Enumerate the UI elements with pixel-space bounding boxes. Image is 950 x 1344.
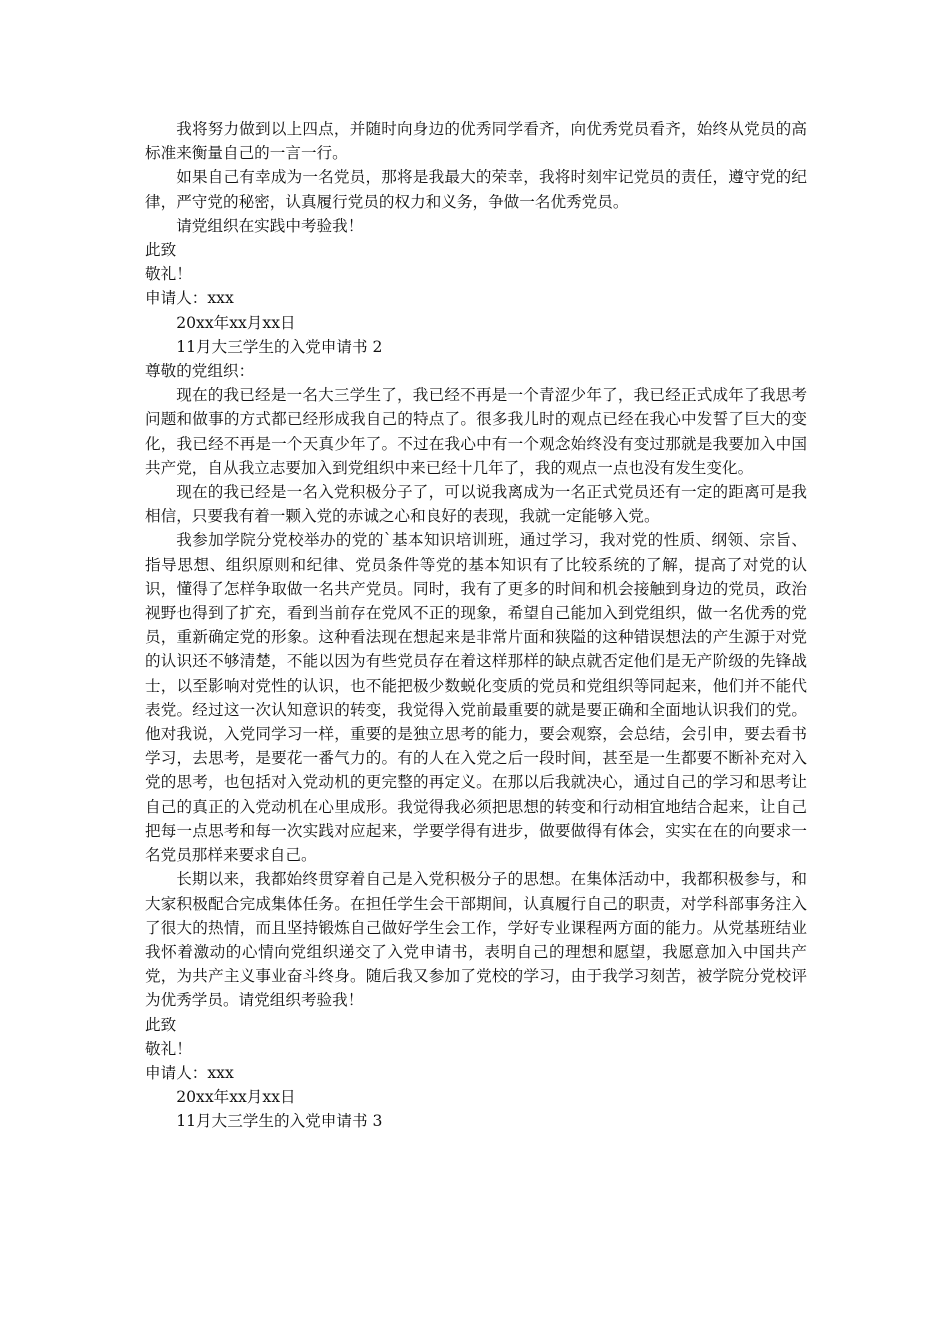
date-line: 20xx年xx月xx日 <box>176 313 296 332</box>
paragraph-training: 我参加学院分党校举办的党的`基本知识培训班，通过学习，我对党的性质、纲领、宗旨、指导思想、组织原则和纪律、党员条件等党的基本知识有了比较系统的了解，提高了对党的认识，懂得了怎样争取做一名共产党员。同时，我有了更多的时间和机会接触到身边的党员，政治视野也得到了扩充，看到当前存在党风不正的现象，希望自己能加入到党组织，做一名优秀的党员，重新确定党的形象。这种看法现在想起来是非常片面和狭隘的这种错误想法的产生源于对党的认识还不够清楚，不能以因为有些党员存在着这样那样的缺点就否定他们是无产阶级的先锋战士，以至影响对党性的认识，也不能把极少数蜕化变质的党员和党组织等同起来，他们并不能代表党。经过这一次认知意识的转变，我觉得入党前最重要的就是要正确和全面地认识我们的党。他对我说，入党同学习一样，重要的是独立思考的能力，要会观察，会总结，会引申，要去看书学习，去思考，是要花一番气力的。有的人在入党之后一段时间，甚至是一生都要不断补充对入党的思考，也包括对入党动机的更完整的再定义。在那以后我就决心，通过自己的学习和思考让自己的真正的入党动机在心里成形。我觉得我必须把思想的转变和行动相宜地结合起来，让自己把每一点思考和每一次实践对应起来，学要学得有进步，做要做得有体会，实实在在的向要求一名党员那样来要求自己。 <box>145 531 807 865</box>
section-title-3: 11月大三学生的入党申请书 3 <box>176 1112 383 1131</box>
salutation-cizhi-2: 此致 <box>145 1015 177 1034</box>
paragraph-intro: 现在的我已经是一名大三学生了，我已经不再是一个青涩少年了，我已经正式成年了我思考问题和做事的方式都已经形成我自己的特点了。很多我儿时的观点已经在我心中发誓了巨大的变化，我已经不再是一个天真少年了。不过在我心中有一个观念始终没有变过那就是我要加入中国共产党，自从我立志要加入到党组织中来已经十几年了，我的观点一点也没有发生变化。 <box>145 386 807 477</box>
applicant-name: 申请人：xxx <box>145 289 234 308</box>
applicant-name-2: 申请人：xxx <box>145 1063 234 1082</box>
salutation-jingli: 敬礼！ <box>145 265 192 284</box>
salutation-jingli-2: 敬礼！ <box>145 1039 192 1058</box>
paragraph-request-test: 请党组织在实践中考验我！ <box>176 216 364 235</box>
section-title-2: 11月大三学生的入党申请书 2 <box>176 337 383 356</box>
greeting: 尊敬的党组织： <box>145 362 255 381</box>
date-line-2: 20xx年xx月xx日 <box>176 1088 296 1107</box>
paragraph-honor-statement: 如果自己有幸成为一名党员，那将是我最大的荣幸，我将时刻牢记党员的责任，遵守党的纪律，严守党的秘密，认真履行党员的权力和义务，争做一名优秀党员。 <box>145 168 807 211</box>
paragraph-activist: 现在的我已经是一名入党积极分子了，可以说我离成为一名正式党员还有一定的距离可是我相信，只要我有着一颗入党的赤诚之心和良好的表现，我就一定能够入党。 <box>145 483 807 526</box>
paragraph-closing-commitment: 我将努力做到以上四点，并随时向身边的优秀同学看齐，向优秀党员看齐，始终从党员的高标准来衡量自己的一言一行。 <box>145 120 807 163</box>
salutation-cizhi: 此致 <box>145 241 177 260</box>
document-page <box>145 117 807 1134</box>
paragraph-long-term: 长期以来，我都始终贯穿着自己是入党积极分子的思想。在集体活动中，我都积极参与，和大家积极配合完成集体任务。在担任学生会干部期间，认真履行自己的职责，对学科部事务注入了很大的热情，而且坚持锻炼自己做好学生会工作，学好专业课程两方面的能力。从党基班结业我怀着激动的心情向党组织递交了入党申请书，表明自己的理想和愿望，我愿意加入中国共产党，为共产主义事业奋斗终身。随后我又参加了党校的学习，由于我学习刻苦，被学院分党校评为优秀学员。请党组织考验我！ <box>145 870 807 1010</box>
